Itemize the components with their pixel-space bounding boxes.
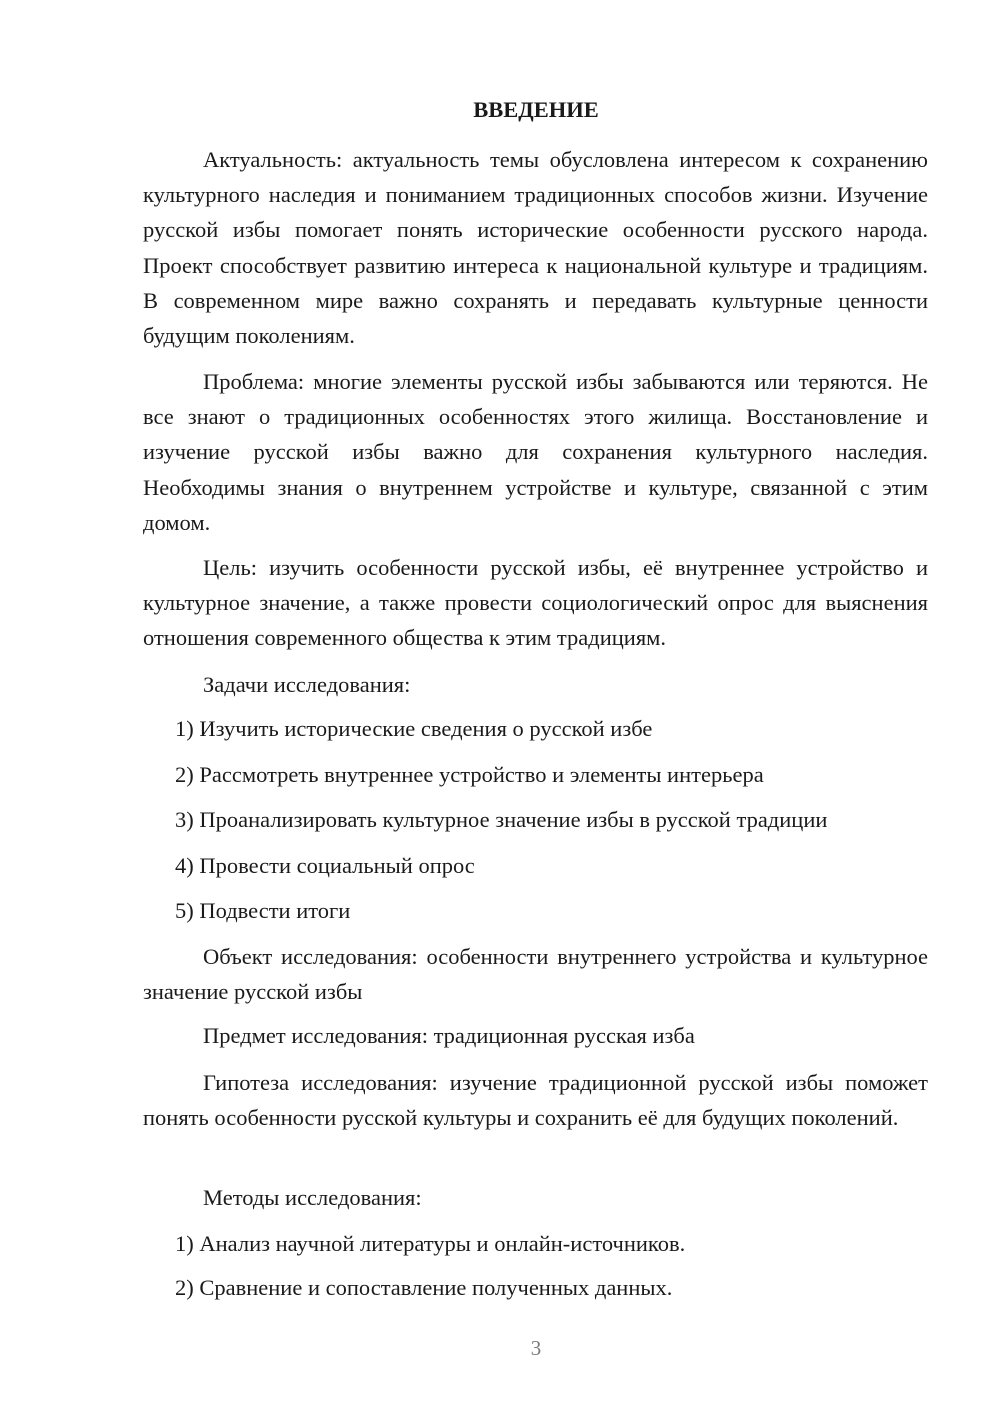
task-item: 2) Рассмотреть внутреннее устройство и элементы интерьера: [175, 762, 764, 787]
subject-line: Предмет исследования: традиционная русская изба: [203, 1023, 695, 1048]
object-paragraph: Объект исследования: особенности внутреннего устройства и культурное значение русской избы: [143, 944, 928, 1005]
relevance-paragraph: Актуальность: актуальность темы обусловлена интересом к сохранению культурного наследия и пониманием традиционных способов жизни. Изучение русской избы помогает понять исторические особенности русского народа. Проект способствует развитию интереса к национальной культуре и традициям. В современном мире важно сохранять и передавать культурные ценности будущим поколениям.: [143, 147, 928, 349]
goal-paragraph: Цель: изучить особенности русской избы, её внутреннее устройство и культурное значение, а также провести социологический опрос для выяснения отношения современного общества к этим традициям.: [143, 555, 928, 651]
method-item: 2) Сравнение и сопоставление полученных данных.: [175, 1275, 673, 1300]
task-item: 4) Провести социальный опрос: [175, 853, 475, 878]
task-item: 5) Подвести итоги: [175, 898, 351, 923]
hypothesis-paragraph: Гипотеза исследования: изучение традиционной русской избы поможет понять особенности русской культуры и сохранить её для будущих поколений.: [143, 1070, 928, 1131]
method-item: 1) Анализ научной литературы и онлайн-источников.: [175, 1231, 686, 1256]
task-item: 1) Изучить исторические сведения о русской избе: [175, 716, 653, 741]
task-item: 3) Проанализировать культурное значение избы в русской традиции: [175, 807, 828, 832]
problem-paragraph: Проблема: многие элементы русской избы забываются или теряются. Не все знают о традиционных особенностях этого жилища. Восстановление и изучение русской избы важно для сохранения культурного наследия. Необходимы знания о внутреннем устройстве и культуре, связанной с этим домом.: [143, 369, 928, 535]
methods-heading: Методы исследования:: [203, 1185, 422, 1210]
page-number: 3: [530, 1336, 542, 1360]
page-title: ВВЕДЕНИЕ: [473, 97, 599, 122]
tasks-heading: Задачи исследования:: [203, 672, 411, 697]
